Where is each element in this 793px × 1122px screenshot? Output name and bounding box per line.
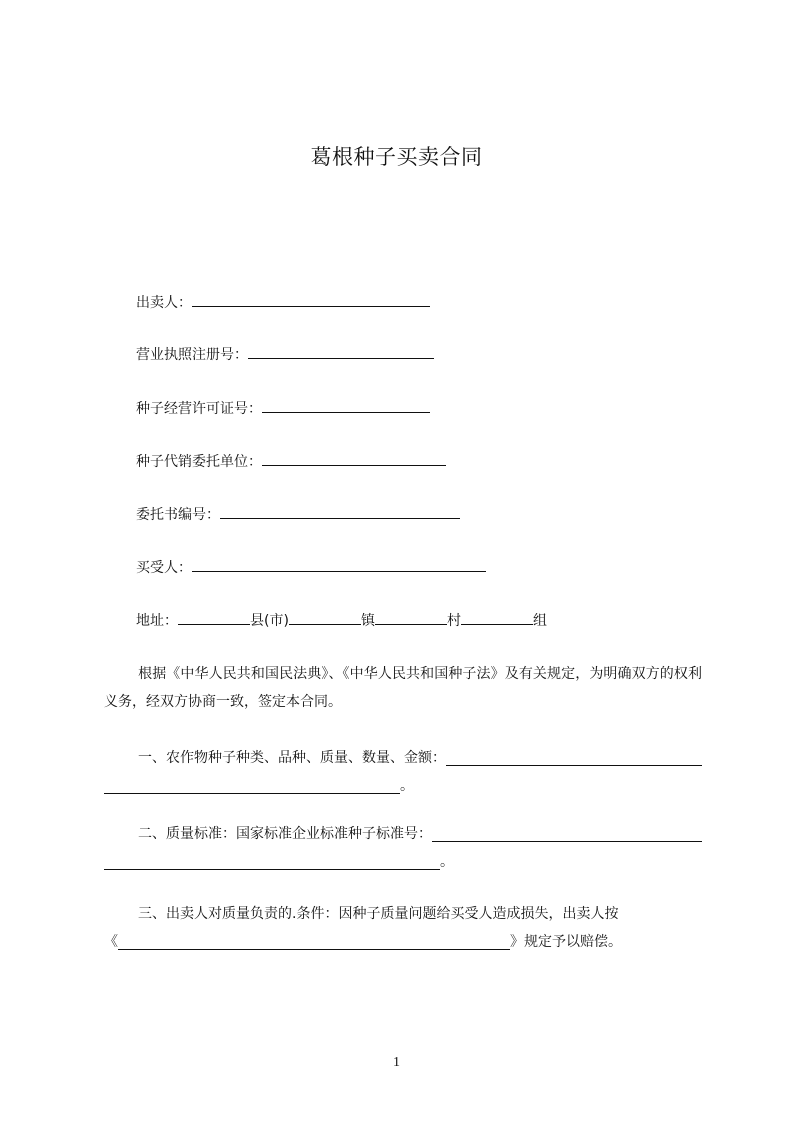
clause-3 bbox=[104, 900, 702, 956]
clause-2-end: 。 bbox=[440, 854, 454, 870]
address-field bbox=[136, 610, 547, 631]
clause-1 bbox=[104, 744, 702, 800]
county-label: 县(市) bbox=[250, 613, 289, 629]
clause-3-open-bracket: 《 bbox=[104, 934, 118, 950]
seller-label: 出卖人： bbox=[136, 295, 192, 311]
buyer-label: 买受人： bbox=[136, 560, 192, 576]
county-blank[interactable] bbox=[178, 610, 250, 625]
seed-license-field bbox=[136, 398, 430, 419]
seed-license-blank[interactable] bbox=[262, 398, 430, 413]
clause-2-label: 二、质量标准：国家标准企业标准种子标准号： bbox=[138, 826, 432, 842]
clause-2-blank-line-2[interactable] bbox=[104, 855, 440, 870]
buyer-field bbox=[136, 557, 486, 578]
entrust-number-field bbox=[136, 504, 460, 525]
seller-field bbox=[136, 292, 430, 313]
business-license-field bbox=[136, 344, 434, 365]
document-title: 葛根种子买卖合同 bbox=[310, 145, 483, 169]
clause-1-label: 一、农作物种子种类、品种、质量、数量、金额： bbox=[138, 750, 446, 766]
intro-paragraph bbox=[104, 660, 702, 716]
entrust-number-label: 委托书编号： bbox=[136, 507, 220, 523]
business-license-label: 营业执照注册号： bbox=[136, 347, 248, 363]
clause-1-end: 。 bbox=[400, 778, 414, 794]
business-license-blank[interactable] bbox=[248, 344, 434, 359]
consignment-unit-label: 种子代销委托单位： bbox=[136, 454, 262, 470]
group-label: 组 bbox=[532, 613, 547, 629]
clause-3-blank[interactable] bbox=[118, 935, 510, 950]
town-label: 镇 bbox=[360, 613, 375, 629]
clause-3-close: 》规定予以赔偿。 bbox=[510, 934, 622, 950]
buyer-blank[interactable] bbox=[192, 557, 486, 572]
clause-1-blank-line-1[interactable] bbox=[446, 751, 702, 766]
clause-3-text: 三、出卖人对质量负责的.条件：因种子质量问题给买受人造成损失，出卖人按 bbox=[138, 906, 619, 922]
intro-text: 根据《中华人民共和国民法典》、《中华人民共和国种子法》及有关规定，为明确双方的权利义务，经双方协商一致，签定本合同。 bbox=[104, 666, 702, 710]
seller-blank[interactable] bbox=[192, 292, 430, 307]
consignment-unit-blank[interactable] bbox=[262, 451, 446, 466]
town-blank[interactable] bbox=[289, 610, 361, 625]
clause-2 bbox=[104, 820, 702, 876]
group-blank[interactable] bbox=[461, 610, 533, 625]
seed-license-label: 种子经营许可证号： bbox=[136, 401, 262, 417]
address-label: 地址： bbox=[136, 613, 178, 629]
entrust-number-blank[interactable] bbox=[220, 504, 460, 519]
clause-2-blank-line-1[interactable] bbox=[432, 827, 702, 842]
village-blank[interactable] bbox=[375, 610, 447, 625]
clause-1-blank-line-2[interactable] bbox=[104, 779, 400, 794]
village-label: 村 bbox=[446, 613, 461, 629]
consignment-unit-field bbox=[136, 451, 446, 472]
page-number: 1 bbox=[393, 1055, 400, 1070]
